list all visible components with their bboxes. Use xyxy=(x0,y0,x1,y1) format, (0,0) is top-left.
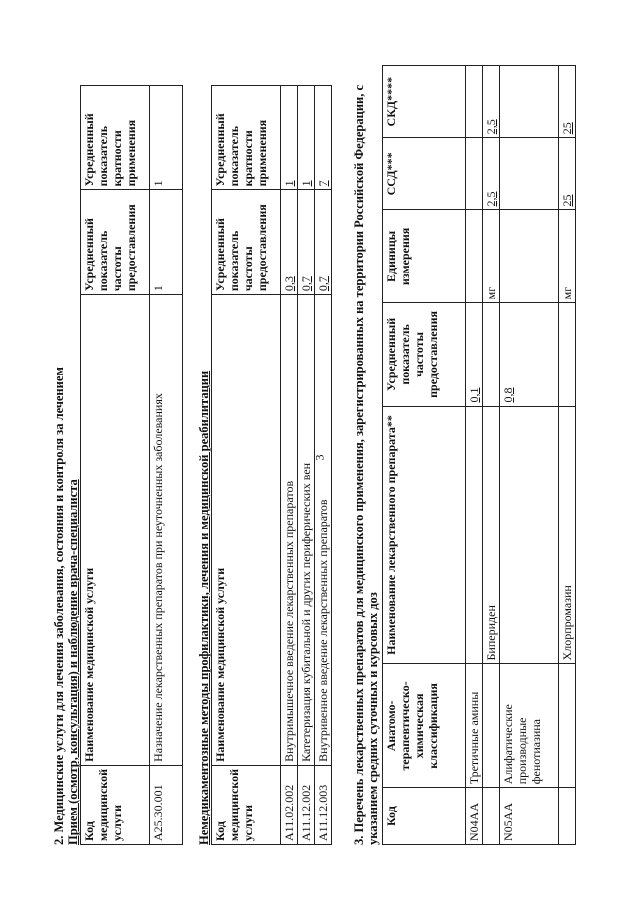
table-row xyxy=(483,66,500,845)
column-header: СКД**** xyxy=(383,66,466,138)
multiplicity-value: 1 xyxy=(150,86,183,190)
column-header: Усредненный показатель кратности применения xyxy=(81,86,150,190)
service-code: A25.30.001 xyxy=(150,765,183,844)
ssd-value xyxy=(466,138,483,210)
skd-value xyxy=(500,66,559,138)
atc-code: N04AA xyxy=(466,788,483,845)
unit: мг xyxy=(559,210,576,303)
column-header: Наименование лекарственного препарата** xyxy=(383,406,466,664)
atc-group: Алифатические производные фенотиазина xyxy=(500,664,559,788)
frequency-value: 0,8 xyxy=(500,303,559,406)
column-header: ССД*** xyxy=(383,138,466,210)
frequency-value: 0,1 xyxy=(466,303,483,406)
table-row xyxy=(466,66,483,845)
column-header: Наименование медицинской услуги xyxy=(81,295,150,766)
column-header: Усредненный показатель частоты предоставления xyxy=(383,303,466,406)
skd-value xyxy=(466,66,483,138)
nondrug-methods-table xyxy=(211,85,332,845)
skd-value: 2,5 xyxy=(483,66,500,138)
frequency-value: 0,3 xyxy=(281,190,298,295)
drug-name: Хлорпромазин xyxy=(559,406,576,664)
column-header: Усредненный показатель кратности применения xyxy=(212,86,281,190)
service-code: A11.12.002 xyxy=(298,765,315,844)
multiplicity-value: 7 xyxy=(315,86,332,190)
subsection-consultation-title: Прием (осмотр, консультация) и наблюдение врача-специалиста xyxy=(66,479,80,845)
ssd-value xyxy=(500,138,559,210)
column-header: Усредненный показатель частоты предоставления xyxy=(81,190,150,295)
table-row xyxy=(281,86,298,845)
unit: мг xyxy=(483,210,500,303)
table-row xyxy=(559,66,576,845)
service-name: Назначение лекарственных препаратов при неуточненных заболеваниях xyxy=(150,295,183,766)
service-code: A11.12.003 xyxy=(315,765,332,844)
atc-code: N05AA xyxy=(500,788,559,845)
frequency-value: 1 xyxy=(150,190,183,295)
unit xyxy=(500,210,559,303)
drug-name xyxy=(500,406,559,664)
ssd-value: 25 xyxy=(559,138,576,210)
frequency-value: 0,7 xyxy=(315,190,332,295)
page-number: 3 xyxy=(312,454,327,461)
table-row xyxy=(315,86,332,845)
service-name: Внутривенное введение лекарственных препаратов xyxy=(315,295,332,766)
multiplicity-value: 1 xyxy=(281,86,298,190)
unit xyxy=(466,210,483,303)
drug-name xyxy=(466,406,483,664)
table-header-row xyxy=(212,86,281,845)
column-header: Анатомо-терапевтическо-химическая классификация xyxy=(383,664,466,788)
atc-code xyxy=(559,788,576,845)
table-row xyxy=(500,66,559,845)
column-header: Код медицинской услуги xyxy=(81,765,150,844)
atc-code xyxy=(483,788,500,845)
atc-group xyxy=(483,664,500,788)
atc-group: Третичные амины xyxy=(466,664,483,788)
subsection-nondrug-title: Немедикаментозные методы профилактики, лечения и медицинской реабилитации xyxy=(197,370,211,845)
drug-name: Бипериден xyxy=(483,406,500,664)
multiplicity-value: 1 xyxy=(298,86,315,190)
service-code: A11.02.002 xyxy=(281,765,298,844)
column-header: Усредненный показатель частоты предоставления xyxy=(212,190,281,295)
section-2-title: 2. Медицинские услуги для лечения заболевания, состояния и контроля за лечением xyxy=(52,367,66,845)
column-header: Наименование медицинской услуги xyxy=(212,295,281,766)
frequency-value: 0,7 xyxy=(298,190,315,295)
ssd-value: 2,5 xyxy=(483,138,500,210)
column-header: Код xyxy=(383,788,466,845)
frequency-value xyxy=(559,303,576,406)
service-name: Катетеризация кубитальной и других периферических вен xyxy=(298,295,315,766)
column-header: Код медицинской услуги xyxy=(212,765,281,844)
table-row xyxy=(298,86,315,845)
section-3-title: 3. Перечень лекарственных препаратов для медицинского применения, зарегистрированных на территории Российской Федерации, с указанием средних суточных и курсовых доз xyxy=(352,84,380,845)
column-header: Единицы измерения xyxy=(383,210,466,303)
atc-group xyxy=(559,664,576,788)
rotated-content xyxy=(52,65,612,845)
consultation-services-table xyxy=(80,85,183,845)
table-header-row xyxy=(383,66,466,845)
skd-value: 25 xyxy=(559,66,576,138)
frequency-value xyxy=(483,303,500,406)
table-row xyxy=(150,86,183,845)
drugs-table xyxy=(382,65,576,845)
table-header-row xyxy=(81,86,150,845)
service-name: Внутримышечное введение лекарственных препаратов xyxy=(281,295,298,766)
